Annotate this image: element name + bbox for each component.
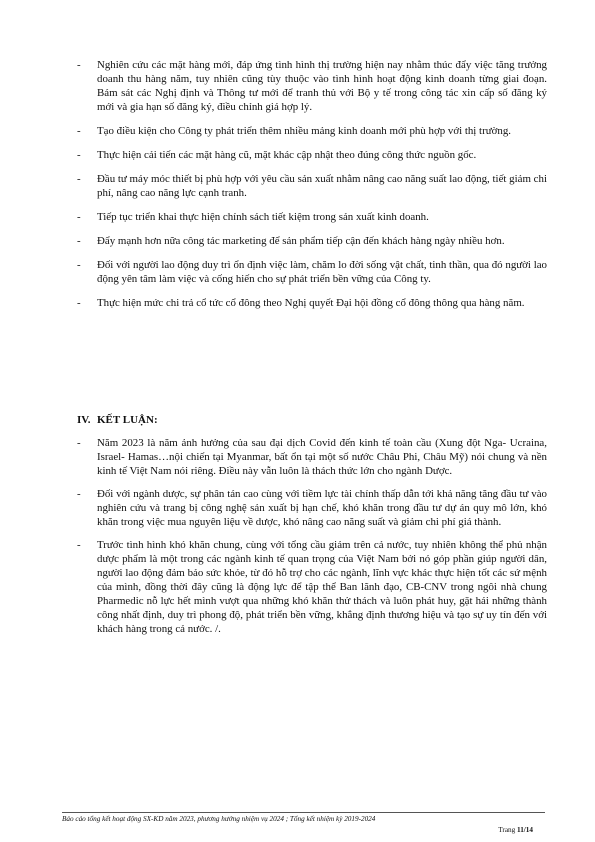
list-item bbox=[77, 148, 547, 162]
footer-divider bbox=[62, 812, 545, 813]
page-label: Trang bbox=[498, 826, 516, 834]
list-item bbox=[77, 258, 547, 286]
conclusion-list bbox=[77, 436, 547, 645]
bullet-dash: - bbox=[77, 488, 81, 500]
list-item-text: Thực hiện mức chi trả cổ tức cổ đông theo Nghị quyết Đại hội đồng cổ đông thông qua hàng năm. bbox=[97, 297, 525, 309]
list-item-text: Tiếp tục triển khai thực hiện chính sách tiết kiệm trong sản xuất kinh doanh. bbox=[97, 211, 429, 223]
list-item bbox=[77, 296, 547, 310]
list-item bbox=[77, 487, 547, 529]
page-number bbox=[498, 826, 533, 835]
list-item-text: Đẩy mạnh hơn nữa công tác marketing để sản phẩm tiếp cận đến khách hàng ngày nhiều hơn. bbox=[97, 235, 505, 247]
list-item-text: Đầu tư máy móc thiết bị phù hợp với yêu cầu sản xuất nhằm nâng cao năng suất lao động, tiết giảm chi phí, nâng cao năng lực cạnh tranh. bbox=[97, 173, 547, 199]
bullet-dash: - bbox=[77, 297, 81, 309]
bullet-dash: - bbox=[77, 173, 81, 185]
section-heading bbox=[77, 413, 158, 427]
section-title: KẾT LUẬN: bbox=[97, 414, 158, 426]
list-item-text: Thực hiện cải tiến các mặt hàng cũ, mặt khác cập nhật theo đúng công thức nguồn gốc. bbox=[97, 149, 477, 161]
list-item-text: Tạo điều kiện cho Công ty phát triển thêm nhiều mảng kinh doanh mới phù hợp với thị trường. bbox=[97, 125, 511, 137]
bullet-dash: - bbox=[77, 59, 81, 71]
list-item bbox=[77, 538, 547, 636]
list-item bbox=[77, 436, 547, 478]
list-item-text: Năm 2023 là năm ảnh hưởng của sau đại dịch Covid đến kinh tế toàn cầu (Xung đột Nga- Ucraina, Israel- Hamas…nội chiến tại Myanmar, bất ổn tại một số nước Châu Phi, Châu Mỹ) nói chung và nền kinh tế Việt Nam nói riêng. Điều này vẫn luôn là thách thức lớn cho ngành Dược. bbox=[97, 437, 547, 477]
list-item-text: Nghiên cứu các mặt hàng mới, đáp ứng tình hình thị trường hiện nay nhằm thúc đẩy việc tăng trưởng doanh thu hàng năm, tuy nhiên cũng tùy thuộc vào tình hình hoạt động kinh doanh từng giai đoạn. Bám sát các Nghị định và Thông tư mới để tranh thủ với Bộ y tế trong công tác xin cấp số đăng ký mới và gia hạn số đăng ký, điều chỉnh giá hợp lý. bbox=[97, 59, 547, 113]
bullet-dash: - bbox=[77, 235, 81, 247]
list-item bbox=[77, 124, 547, 138]
list-item-text: Đối với người lao động duy trì ổn định việc làm, chăm lo đời sống vật chất, tinh thần, qua đó người lao động yên tâm làm việc và cống hiến cho sự phát triển bền vững của Công ty. bbox=[97, 259, 547, 285]
plan-list bbox=[77, 58, 547, 320]
section-number: IV. bbox=[77, 414, 91, 426]
bullet-dash: - bbox=[77, 259, 81, 271]
footer-text: Báo cáo tổng kết hoạt động SX-KD năm 2023, phương hướng nhiệm vụ 2024 ; Tổng kết nhiệm kỳ 2019-2024 bbox=[62, 815, 376, 823]
list-item bbox=[77, 172, 547, 200]
bullet-dash: - bbox=[77, 149, 81, 161]
list-item-text: Trước tình hình khó khăn chung, cùng với tổng cầu giảm trên cả nước, tuy nhiên không thể phủ nhận dược phẩm là một trong các ngành kinh tế quan trọng của Việt Nam bởi nó góp phần giúp người dân, người lao động đảm bảo sức khỏe, từ đó hỗ trợ cho các ngành, lĩnh vực khác thực hiện tốt các sứ mệnh của mình, đồng thời đây cũng là động lực để tập thể Ban lãnh đạo, CB-CNV trong ngôi nhà chung Pharmedic nỗ lực hết mình vượt qua những khó khăn thử thách và luôn phát huy, gặt hái những thành công nhất định, duy trì phong độ, phát triển bền vững, khẳng định thương hiệu và tạo sự uy tín đến với khách hàng trong cả nước. /. bbox=[97, 539, 547, 635]
list-item bbox=[77, 210, 547, 224]
bullet-dash: - bbox=[77, 539, 81, 551]
list-item bbox=[77, 234, 547, 248]
bullet-dash: - bbox=[77, 211, 81, 223]
list-item-text: Đối với ngành dược, sự phân tán cao cùng với tiềm lực tài chính thấp dẫn tới khả năng tăng đầu tư vào nghiên cứu và trang bị công nghệ sản xuất bị hạn chế, khó khăn trong đầu tư dự án quy mô lớn, khó khăn trong việc mua nguyên liệu về dược, khó nâng cao năng suất và giảm chi phí giá thành. bbox=[97, 488, 547, 528]
page-value: 11/14 bbox=[517, 826, 533, 834]
bullet-dash: - bbox=[77, 437, 81, 449]
bullet-dash: - bbox=[77, 125, 81, 137]
list-item bbox=[77, 58, 547, 114]
